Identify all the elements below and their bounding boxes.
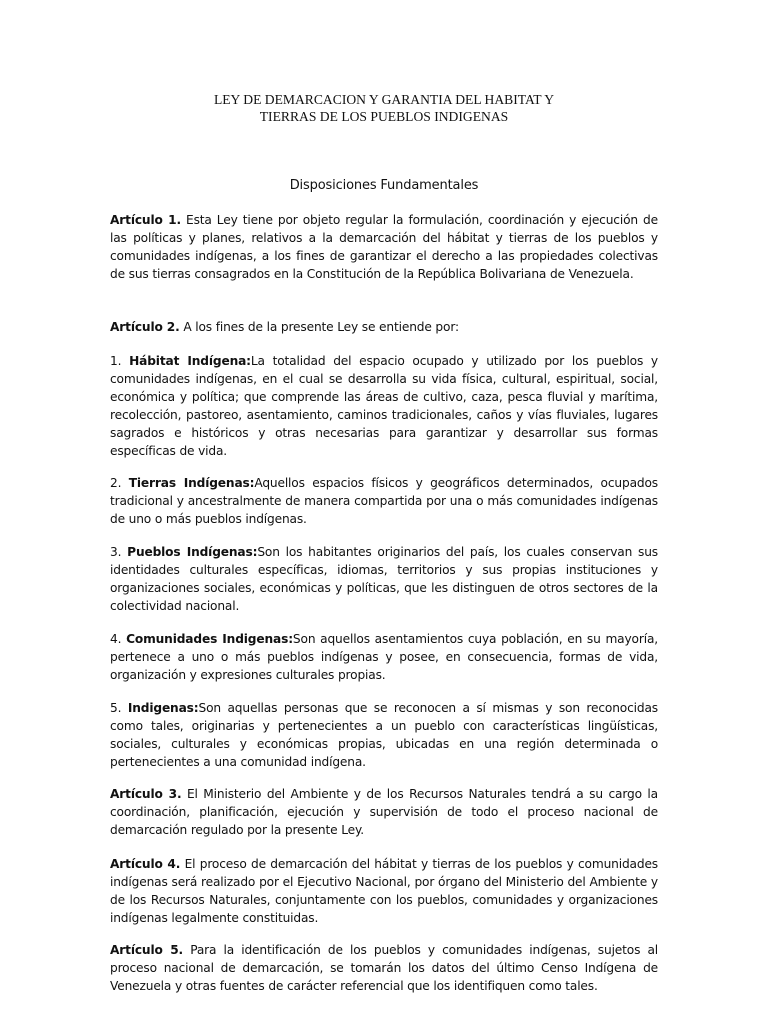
article-3	[110, 785, 658, 839]
definition-4-term: Comunidades Indigenas:	[126, 632, 293, 646]
definition-2-text: Aquellos espacios físicos y geográficos determinados, ocupados tradicional y ancestralmente de manera compartida por una o más comunidades indígenas de uno o más pueblos indígenas.	[110, 476, 658, 526]
definition-5-term: Indigenas:	[127, 701, 199, 715]
definition-1	[110, 352, 658, 460]
definition-2-term: Tierras Indígenas:	[128, 476, 255, 490]
definition-2	[110, 474, 658, 528]
article-2-text: A los fines de la presente Ley se entiende por:	[179, 320, 459, 334]
section-heading: Disposiciones Fundamentales	[289, 178, 479, 193]
article-4-label: Artículo 4.	[110, 857, 181, 871]
definition-2-number: 2.	[110, 476, 122, 490]
definition-3	[110, 543, 658, 615]
law-title-line-1: LEY DE DEMARCACION Y GARANTIA DEL HABITAT Y	[213, 92, 555, 107]
article-4	[110, 855, 658, 927]
definition-1-number: 1.	[110, 354, 122, 368]
law-title-line-2: TIERRAS DE LOS PUEBLOS INDIGENAS	[259, 109, 509, 124]
article-1	[110, 211, 658, 283]
article-2-label: Artículo 2.	[110, 320, 180, 334]
definition-4-text: Son aquellos asentamientos cuya población, en su mayoría, pertenece a uno o más pueblos indígenas y posee, en consecuencia, formas de vida, organización y expresiones culturales propias.	[110, 632, 658, 682]
article-1-text: Esta Ley tiene por objeto regular la formulación, coordinación y ejecución de las políticas y planes, relativos a la demarcación del hábitat y tierras de los pueblos y comunidades indígenas, a los fines de garantizar el derecho a las propiedades colectivas de sus tierras consagrados en la Constitución de la República Bolivariana de Venezuela.	[110, 213, 658, 281]
definition-1-text: La totalidad del espacio ocupado y utilizado por los pueblos y comunidades indígenas, en el cual se desarrolla su vida física, cultural, espiritual, social, económica y política; que comprende las áreas de cultivo, caza, pesca fluvial y marítima, recolección, pastoreo, asentamiento, caminos tradicionales, caños y vías fluviales, lugares sagrados e históricos y otras necesarias para garantizar y desarrollar sus formas específicas de vida.	[110, 354, 658, 458]
definition-3-term: Pueblos Indígenas:	[127, 545, 258, 559]
definition-3-text: Son los habitantes originarios del país, los cuales conservan sus identidades culturales específicas, idiomas, territorios y sus propias instituciones y organizaciones sociales, económicas y políticas, que les distinguen de otros sectores de la colectividad nacional.	[110, 545, 658, 613]
definition-1-term: Hábitat Indígena:	[129, 354, 251, 368]
definition-3-number: 3.	[110, 545, 122, 559]
article-5-label: Artículo 5.	[110, 943, 184, 957]
article-5	[110, 941, 658, 995]
law-title	[110, 91, 658, 125]
definition-5-text: Son aquellas personas que se reconocen a sí mismas y son reconocidas como tales, originarias y pertenecientes a un pueblo con características lingüísticas, sociales, culturales y económicas propias, ubicadas en una región determinada o pertenecientes a una comunidad indígena.	[110, 701, 658, 769]
definition-4	[110, 630, 658, 684]
article-1-label: Artículo 1.	[110, 213, 181, 227]
article-3-text: El Ministerio del Ambiente y de los Recursos Naturales tendrá a su cargo la coordinación, planificación, ejecución y supervisión de todo el proceso nacional de demarcación regulado por la presente Ley.	[110, 787, 658, 837]
article-5-text: Para la identificación de los pueblos y comunidades indígenas, sujetos al proceso nacional de demarcación, se tomarán los datos del último Censo Indígena de Venezuela y otras fuentes de carácter referencial que los identifiquen como tales.	[110, 943, 659, 993]
article-3-label: Artículo 3.	[110, 787, 182, 801]
definition-4-number: 4.	[110, 632, 122, 646]
article-2	[110, 318, 658, 336]
definition-5	[110, 699, 658, 771]
definition-5-number: 5.	[110, 701, 122, 715]
article-4-text: El proceso de demarcación del hábitat y tierras de los pueblos y comunidades indígenas será realizado por el Ejecutivo Nacional, por órgano del Ministerio del Ambiente y de los Recursos Naturales, conjuntamente con los pueblos, comunidades y organizaciones indígenas legalmente constituidas.	[110, 857, 658, 925]
